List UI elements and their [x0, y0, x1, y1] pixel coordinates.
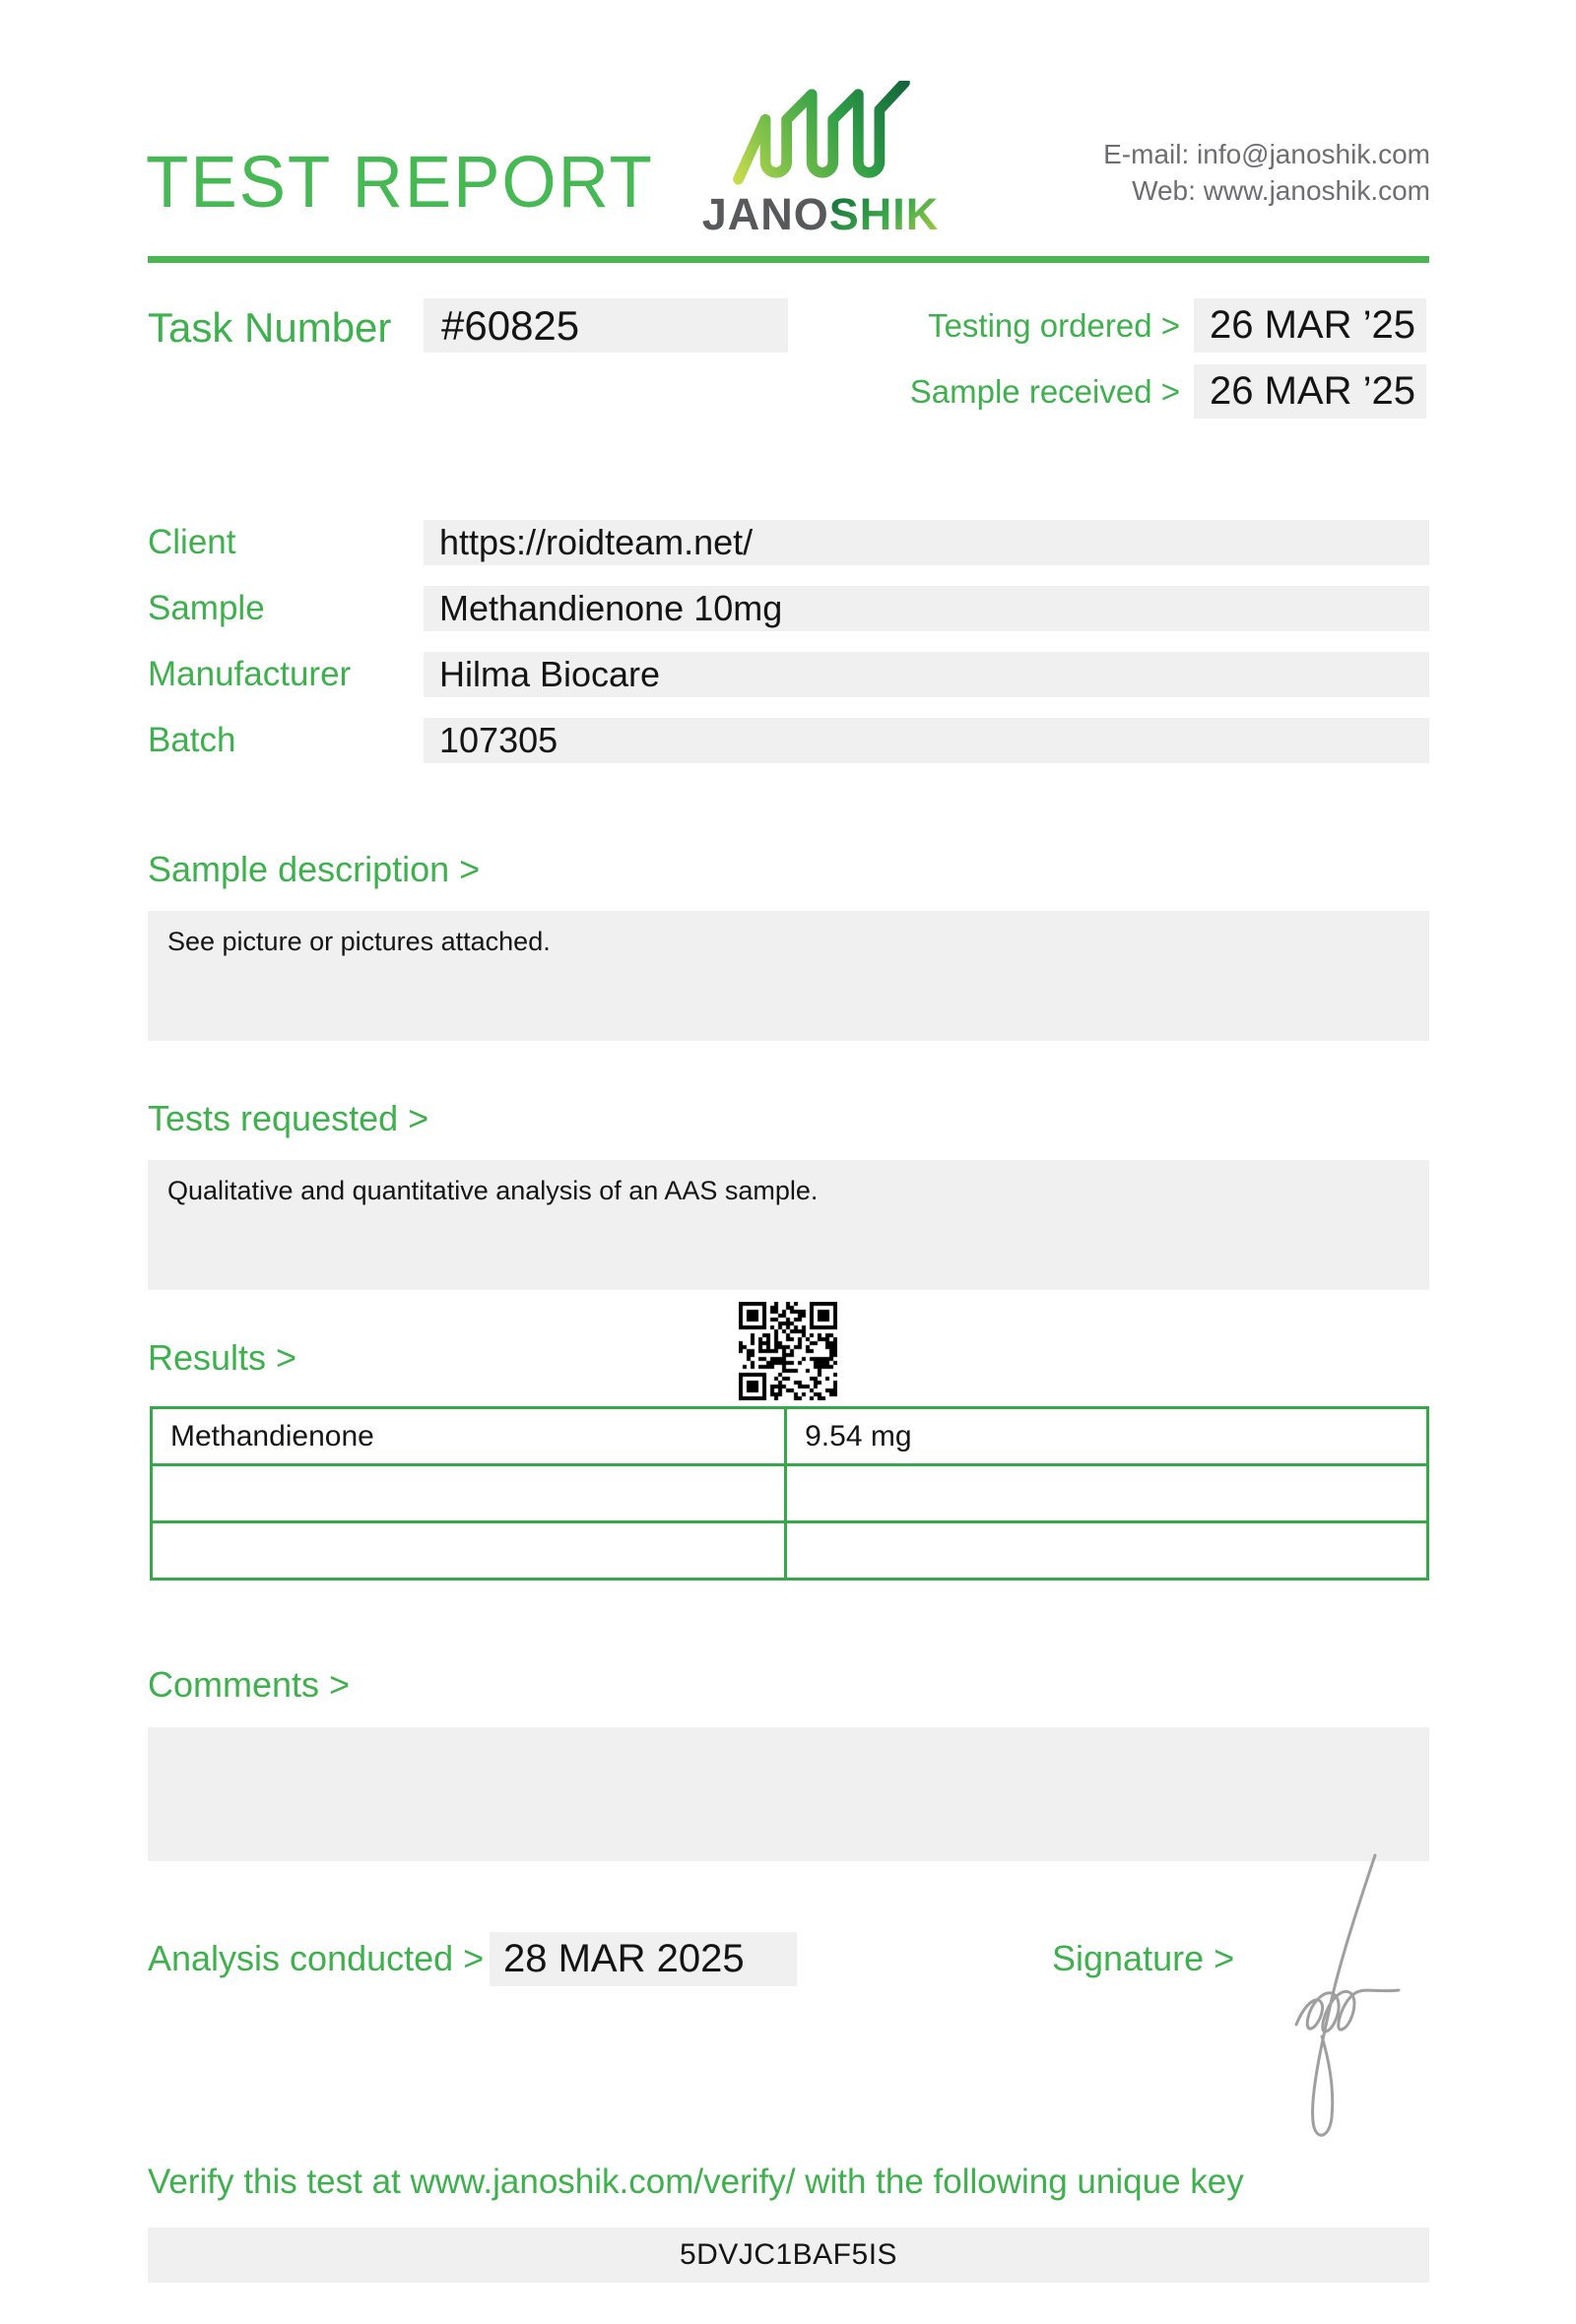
- qr-code: [739, 1302, 837, 1400]
- tests-requested-panel: [148, 1160, 1429, 1290]
- analysis-date-value: 28 MAR 2025: [503, 1937, 745, 1980]
- results-heading: Results >: [148, 1337, 297, 1378]
- analysis-date-field: [490, 1932, 797, 1986]
- contact-web: Web: www.janoshik.com: [1132, 175, 1430, 206]
- task-number-field: [424, 298, 788, 353]
- task-number-value: #60825: [441, 302, 580, 349]
- tests-requested-body: Qualitative and quantitative analysis of an AAS sample.: [167, 1176, 819, 1205]
- batch-field: [424, 718, 1429, 763]
- logo-text-shik: SHIK: [828, 189, 940, 239]
- sample-label: Sample: [148, 589, 265, 627]
- contact-email: E-mail: info@janoshik.com: [1103, 139, 1430, 169]
- sample-received-value: 26 MAR ’25: [1194, 364, 1426, 419]
- task-number-label: Task Number: [148, 304, 392, 351]
- client-field: [424, 520, 1429, 565]
- client-value: https://roidteam.net/: [439, 522, 754, 562]
- header-divider: [148, 256, 1429, 263]
- client-label: Client: [148, 523, 236, 561]
- result-analyte: [152, 1522, 786, 1580]
- verify-instruction: Verify this test at www.janoshik.com/verify/ with the following unique key: [148, 2163, 1244, 2201]
- batch-value: 107305: [439, 720, 558, 760]
- results-row: [152, 1465, 1428, 1522]
- comments-panel: [148, 1727, 1429, 1861]
- sample-field: [424, 586, 1429, 631]
- page-title: TEST REPORT: [146, 141, 654, 223]
- comments-heading: Comments >: [148, 1664, 351, 1705]
- sample-received-row: [910, 364, 1426, 419]
- sample-received-label: Sample received >: [909, 372, 1180, 410]
- sample-description-panel: [148, 911, 1429, 1041]
- contact-info: [1103, 136, 1430, 209]
- verify-key-value: 5DVJC1BAF5IS: [679, 2238, 898, 2271]
- result-amount: [786, 1465, 1428, 1522]
- signature-label: Signature >: [1052, 1938, 1235, 1978]
- batch-label: Batch: [148, 721, 236, 759]
- analysis-conducted-label: Analysis conducted >: [148, 1938, 485, 1978]
- testing-ordered-row: [928, 298, 1426, 353]
- sample-value: Methandienone 10mg: [439, 588, 783, 628]
- manufacturer-field: [424, 652, 1429, 697]
- testing-ordered-label: Testing ordered >: [928, 306, 1180, 344]
- results-row: [152, 1522, 1428, 1580]
- growth-chart-icon: [727, 81, 914, 187]
- result-analyte: [152, 1465, 786, 1522]
- result-amount: [786, 1522, 1428, 1580]
- tests-requested-heading: Tests requested >: [148, 1098, 429, 1138]
- verify-key-field: [148, 2227, 1429, 2283]
- janoshik-logo: [678, 81, 963, 240]
- results-table: [150, 1406, 1429, 1581]
- results-row: [152, 1408, 1428, 1465]
- sample-description-body: See picture or pictures attached.: [167, 927, 551, 956]
- manufacturer-value: Hilma Biocare: [439, 654, 661, 694]
- sample-description-heading: Sample description >: [148, 849, 481, 889]
- manufacturer-label: Manufacturer: [148, 655, 352, 693]
- signature-scribble: [1259, 1849, 1416, 2145]
- logo-wordmark: [678, 189, 963, 240]
- result-amount: 9.54 mg: [786, 1408, 1428, 1465]
- logo-text-jano: JANO: [701, 189, 829, 239]
- testing-ordered-value: 26 MAR ’25: [1194, 298, 1426, 353]
- result-analyte: Methandienone: [152, 1408, 786, 1465]
